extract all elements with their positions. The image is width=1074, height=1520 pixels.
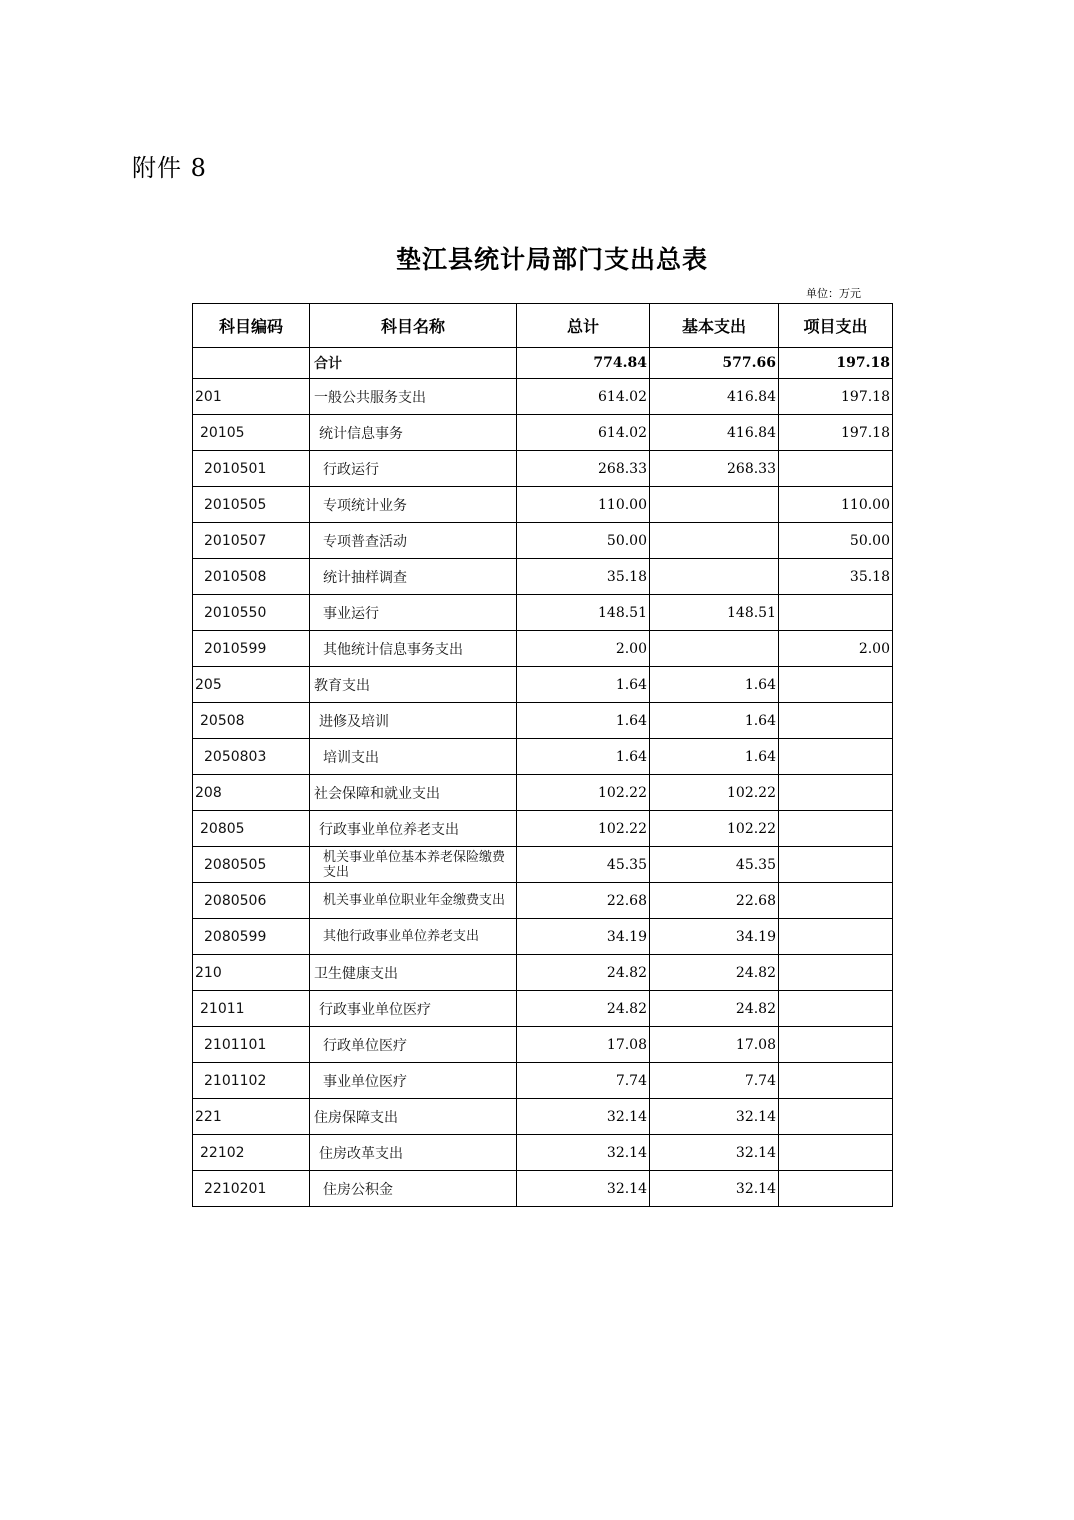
table-row xyxy=(193,487,893,523)
row-total: 1.64 xyxy=(517,703,650,739)
header-basic: 基本支出 xyxy=(650,304,779,348)
row-total: 17.08 xyxy=(517,1027,650,1063)
row-project xyxy=(779,595,893,631)
row-code: 2080506 xyxy=(193,883,310,919)
header-project: 项目支出 xyxy=(779,304,893,348)
row-code: 208 xyxy=(193,775,310,811)
table-row xyxy=(193,1135,893,1171)
row-total: 1.64 xyxy=(517,667,650,703)
row-name: 专项统计业务 xyxy=(310,487,517,523)
row-basic: 416.84 xyxy=(650,415,779,451)
row-basic: 268.33 xyxy=(650,451,779,487)
row-basic: 102.22 xyxy=(650,811,779,847)
row-project: 197.18 xyxy=(779,415,893,451)
row-total: 24.82 xyxy=(517,955,650,991)
row-code: 201 xyxy=(193,379,310,415)
row-total: 45.35 xyxy=(517,847,650,883)
row-total: 22.68 xyxy=(517,883,650,919)
row-project xyxy=(779,811,893,847)
row-basic: 148.51 xyxy=(650,595,779,631)
row-total: 110.00 xyxy=(517,487,650,523)
row-code: 2080599 xyxy=(193,919,310,955)
row-code: 22102 xyxy=(193,1135,310,1171)
total-project: 197.18 xyxy=(779,348,893,379)
row-project xyxy=(779,1099,893,1135)
row-basic xyxy=(650,523,779,559)
row-name: 其他统计信息事务支出 xyxy=(310,631,517,667)
row-basic xyxy=(650,559,779,595)
row-basic: 34.19 xyxy=(650,919,779,955)
row-total: 24.82 xyxy=(517,991,650,1027)
row-name: 培训支出 xyxy=(310,739,517,775)
row-basic: 22.68 xyxy=(650,883,779,919)
page-title: 垫江县统计局部门支出总表 xyxy=(395,245,708,274)
row-basic: 32.14 xyxy=(650,1099,779,1135)
row-total: 7.74 xyxy=(517,1063,650,1099)
row-code: 2010501 xyxy=(193,451,310,487)
table-row xyxy=(193,955,893,991)
row-name: 教育支出 xyxy=(310,667,517,703)
row-code: 2010507 xyxy=(193,523,310,559)
total-code xyxy=(193,348,310,379)
row-code: 20508 xyxy=(193,703,310,739)
row-name: 行政单位医疗 xyxy=(310,1027,517,1063)
row-code: 20805 xyxy=(193,811,310,847)
row-name: 事业单位医疗 xyxy=(310,1063,517,1099)
row-basic: 17.08 xyxy=(650,1027,779,1063)
row-project xyxy=(779,739,893,775)
row-project xyxy=(779,703,893,739)
table-row xyxy=(193,595,893,631)
table-row xyxy=(193,919,893,955)
row-project xyxy=(779,883,893,919)
row-total: 50.00 xyxy=(517,523,650,559)
row-total: 32.14 xyxy=(517,1099,650,1135)
row-total: 35.18 xyxy=(517,559,650,595)
header-code: 科目编码 xyxy=(193,304,310,348)
row-name: 进修及培训 xyxy=(310,703,517,739)
row-code: 21011 xyxy=(193,991,310,1027)
row-basic: 7.74 xyxy=(650,1063,779,1099)
row-name: 社会保障和就业支出 xyxy=(310,775,517,811)
row-code: 20105 xyxy=(193,415,310,451)
table-row xyxy=(193,991,893,1027)
row-total: 32.14 xyxy=(517,1135,650,1171)
row-name: 住房保障支出 xyxy=(310,1099,517,1135)
row-total: 268.33 xyxy=(517,451,650,487)
row-project: 50.00 xyxy=(779,523,893,559)
row-basic: 1.64 xyxy=(650,667,779,703)
row-basic: 416.84 xyxy=(650,379,779,415)
row-total: 148.51 xyxy=(517,595,650,631)
row-code: 2210201 xyxy=(193,1171,310,1207)
table-row xyxy=(193,667,893,703)
row-name: 事业运行 xyxy=(310,595,517,631)
row-name: 一般公共服务支出 xyxy=(310,379,517,415)
row-total: 1.64 xyxy=(517,739,650,775)
row-name: 行政运行 xyxy=(310,451,517,487)
attachment-label: 附件 8 xyxy=(132,154,207,182)
table-row xyxy=(193,1027,893,1063)
row-basic: 32.14 xyxy=(650,1135,779,1171)
row-total: 614.02 xyxy=(517,379,650,415)
table-row xyxy=(193,883,893,919)
row-project xyxy=(779,955,893,991)
table-row xyxy=(193,451,893,487)
table-row xyxy=(193,703,893,739)
row-code: 2101102 xyxy=(193,1063,310,1099)
table-header-row xyxy=(193,304,893,348)
header-name: 科目名称 xyxy=(310,304,517,348)
row-code: 2010505 xyxy=(193,487,310,523)
table-row xyxy=(193,1171,893,1207)
table-row xyxy=(193,379,893,415)
row-name: 统计信息事务 xyxy=(310,415,517,451)
row-basic: 1.64 xyxy=(650,703,779,739)
row-total: 2.00 xyxy=(517,631,650,667)
row-total: 102.22 xyxy=(517,811,650,847)
row-code: 2101101 xyxy=(193,1027,310,1063)
table-row xyxy=(193,559,893,595)
row-basic: 1.64 xyxy=(650,739,779,775)
row-code: 2010508 xyxy=(193,559,310,595)
row-project xyxy=(779,847,893,883)
row-name: 机关事业单位基本养老保险缴费支出 xyxy=(310,847,517,883)
row-project xyxy=(779,1027,893,1063)
row-basic: 24.82 xyxy=(650,955,779,991)
row-basic: 24.82 xyxy=(650,991,779,1027)
row-basic: 102.22 xyxy=(650,775,779,811)
row-project xyxy=(779,451,893,487)
table-row xyxy=(193,775,893,811)
row-project: 35.18 xyxy=(779,559,893,595)
table-row xyxy=(193,1099,893,1135)
row-name: 行政事业单位医疗 xyxy=(310,991,517,1027)
row-name: 住房改革支出 xyxy=(310,1135,517,1171)
row-project xyxy=(779,775,893,811)
row-project xyxy=(779,1135,893,1171)
row-project xyxy=(779,919,893,955)
row-name: 行政事业单位养老支出 xyxy=(310,811,517,847)
header-total: 总计 xyxy=(517,304,650,348)
row-total: 614.02 xyxy=(517,415,650,451)
row-name: 专项普查活动 xyxy=(310,523,517,559)
total-name: 合计 xyxy=(310,348,517,379)
row-name: 住房公积金 xyxy=(310,1171,517,1207)
table-row xyxy=(193,415,893,451)
total-row xyxy=(193,348,893,379)
row-name: 统计抽样调查 xyxy=(310,559,517,595)
table-row xyxy=(193,811,893,847)
row-basic xyxy=(650,487,779,523)
row-project: 197.18 xyxy=(779,379,893,415)
row-project: 110.00 xyxy=(779,487,893,523)
table-row xyxy=(193,631,893,667)
row-project xyxy=(779,991,893,1027)
row-code: 2010550 xyxy=(193,595,310,631)
row-name: 机关事业单位职业年金缴费支出 xyxy=(310,883,517,919)
table-row xyxy=(193,847,893,883)
row-name: 卫生健康支出 xyxy=(310,955,517,991)
table-row xyxy=(193,523,893,559)
row-total: 34.19 xyxy=(517,919,650,955)
row-project xyxy=(779,1063,893,1099)
total-total: 774.84 xyxy=(517,348,650,379)
row-code: 2010599 xyxy=(193,631,310,667)
row-project xyxy=(779,667,893,703)
row-code: 205 xyxy=(193,667,310,703)
table-row xyxy=(193,739,893,775)
row-project: 2.00 xyxy=(779,631,893,667)
row-total: 102.22 xyxy=(517,775,650,811)
row-code: 221 xyxy=(193,1099,310,1135)
total-basic: 577.66 xyxy=(650,348,779,379)
row-name: 其他行政事业单位养老支出 xyxy=(310,919,517,955)
row-code: 210 xyxy=(193,955,310,991)
unit-label: 单位：万元 xyxy=(806,287,861,300)
row-total: 32.14 xyxy=(517,1171,650,1207)
expenditure-table xyxy=(192,303,893,1207)
row-basic: 45.35 xyxy=(650,847,779,883)
row-project xyxy=(779,1171,893,1207)
row-basic xyxy=(650,631,779,667)
row-basic: 32.14 xyxy=(650,1171,779,1207)
row-code: 2050803 xyxy=(193,739,310,775)
table-row xyxy=(193,1063,893,1099)
row-code: 2080505 xyxy=(193,847,310,883)
